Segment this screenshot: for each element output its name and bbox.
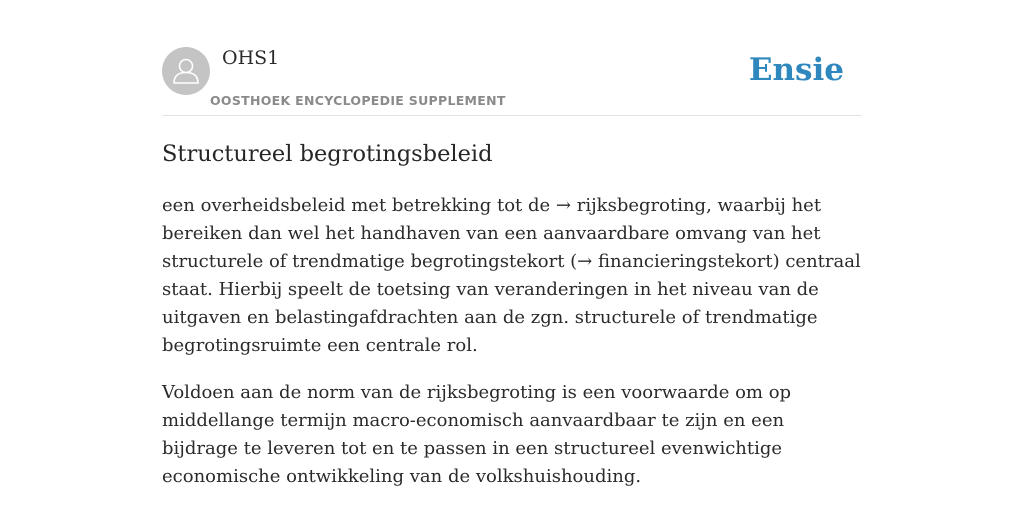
paragraph-text: een overheidsbeleid met betrekking tot de — [162, 195, 556, 216]
article-header — [162, 0, 862, 116]
link-text: rijksbegroting — [576, 195, 707, 216]
article-body — [162, 192, 862, 509]
avatar[interactable] — [162, 47, 210, 95]
link-text: financieringstekort — [598, 251, 773, 272]
user-icon — [162, 47, 210, 95]
source-label[interactable]: OOSTHOEK ENCYCLOPEDIE SUPPLEMENT — [210, 93, 506, 108]
arrow-right-icon: → — [555, 195, 571, 216]
paragraph — [162, 192, 862, 360]
paragraph-text: , waarbij het bereiken dan wel het handhaven van een aanvaardbare omvang van het structurele of trendmatige begrotingstekort ( — [162, 195, 822, 272]
arrow-right-icon: → — [577, 251, 593, 272]
brand-logo[interactable]: Ensie — [748, 52, 844, 88]
paragraph-text: ) centraal staat. Hierbij speelt de toetsing van veranderingen in het niveau van de uitgaven en belastingafdrachten aan de zgn. structurele of trendmatige begrotingsruimte een centrale rol. — [162, 251, 861, 356]
paragraph: Voldoen aan de norm van de rijksbegroting is een voorwaarde om op middellange termijn macro-economisch aanvaardbaar te zijn en een bijdrage te leveren tot en te passen in een structureel evenwichtige economische ontwikkeling van de volkshuishouding. — [162, 381, 792, 487]
cross-reference-link[interactable] — [577, 251, 772, 272]
author-name[interactable]: OHS1 — [222, 47, 280, 69]
page-title: Structureel begrotingsbeleid — [162, 141, 493, 167]
cross-reference-link[interactable] — [556, 195, 706, 216]
